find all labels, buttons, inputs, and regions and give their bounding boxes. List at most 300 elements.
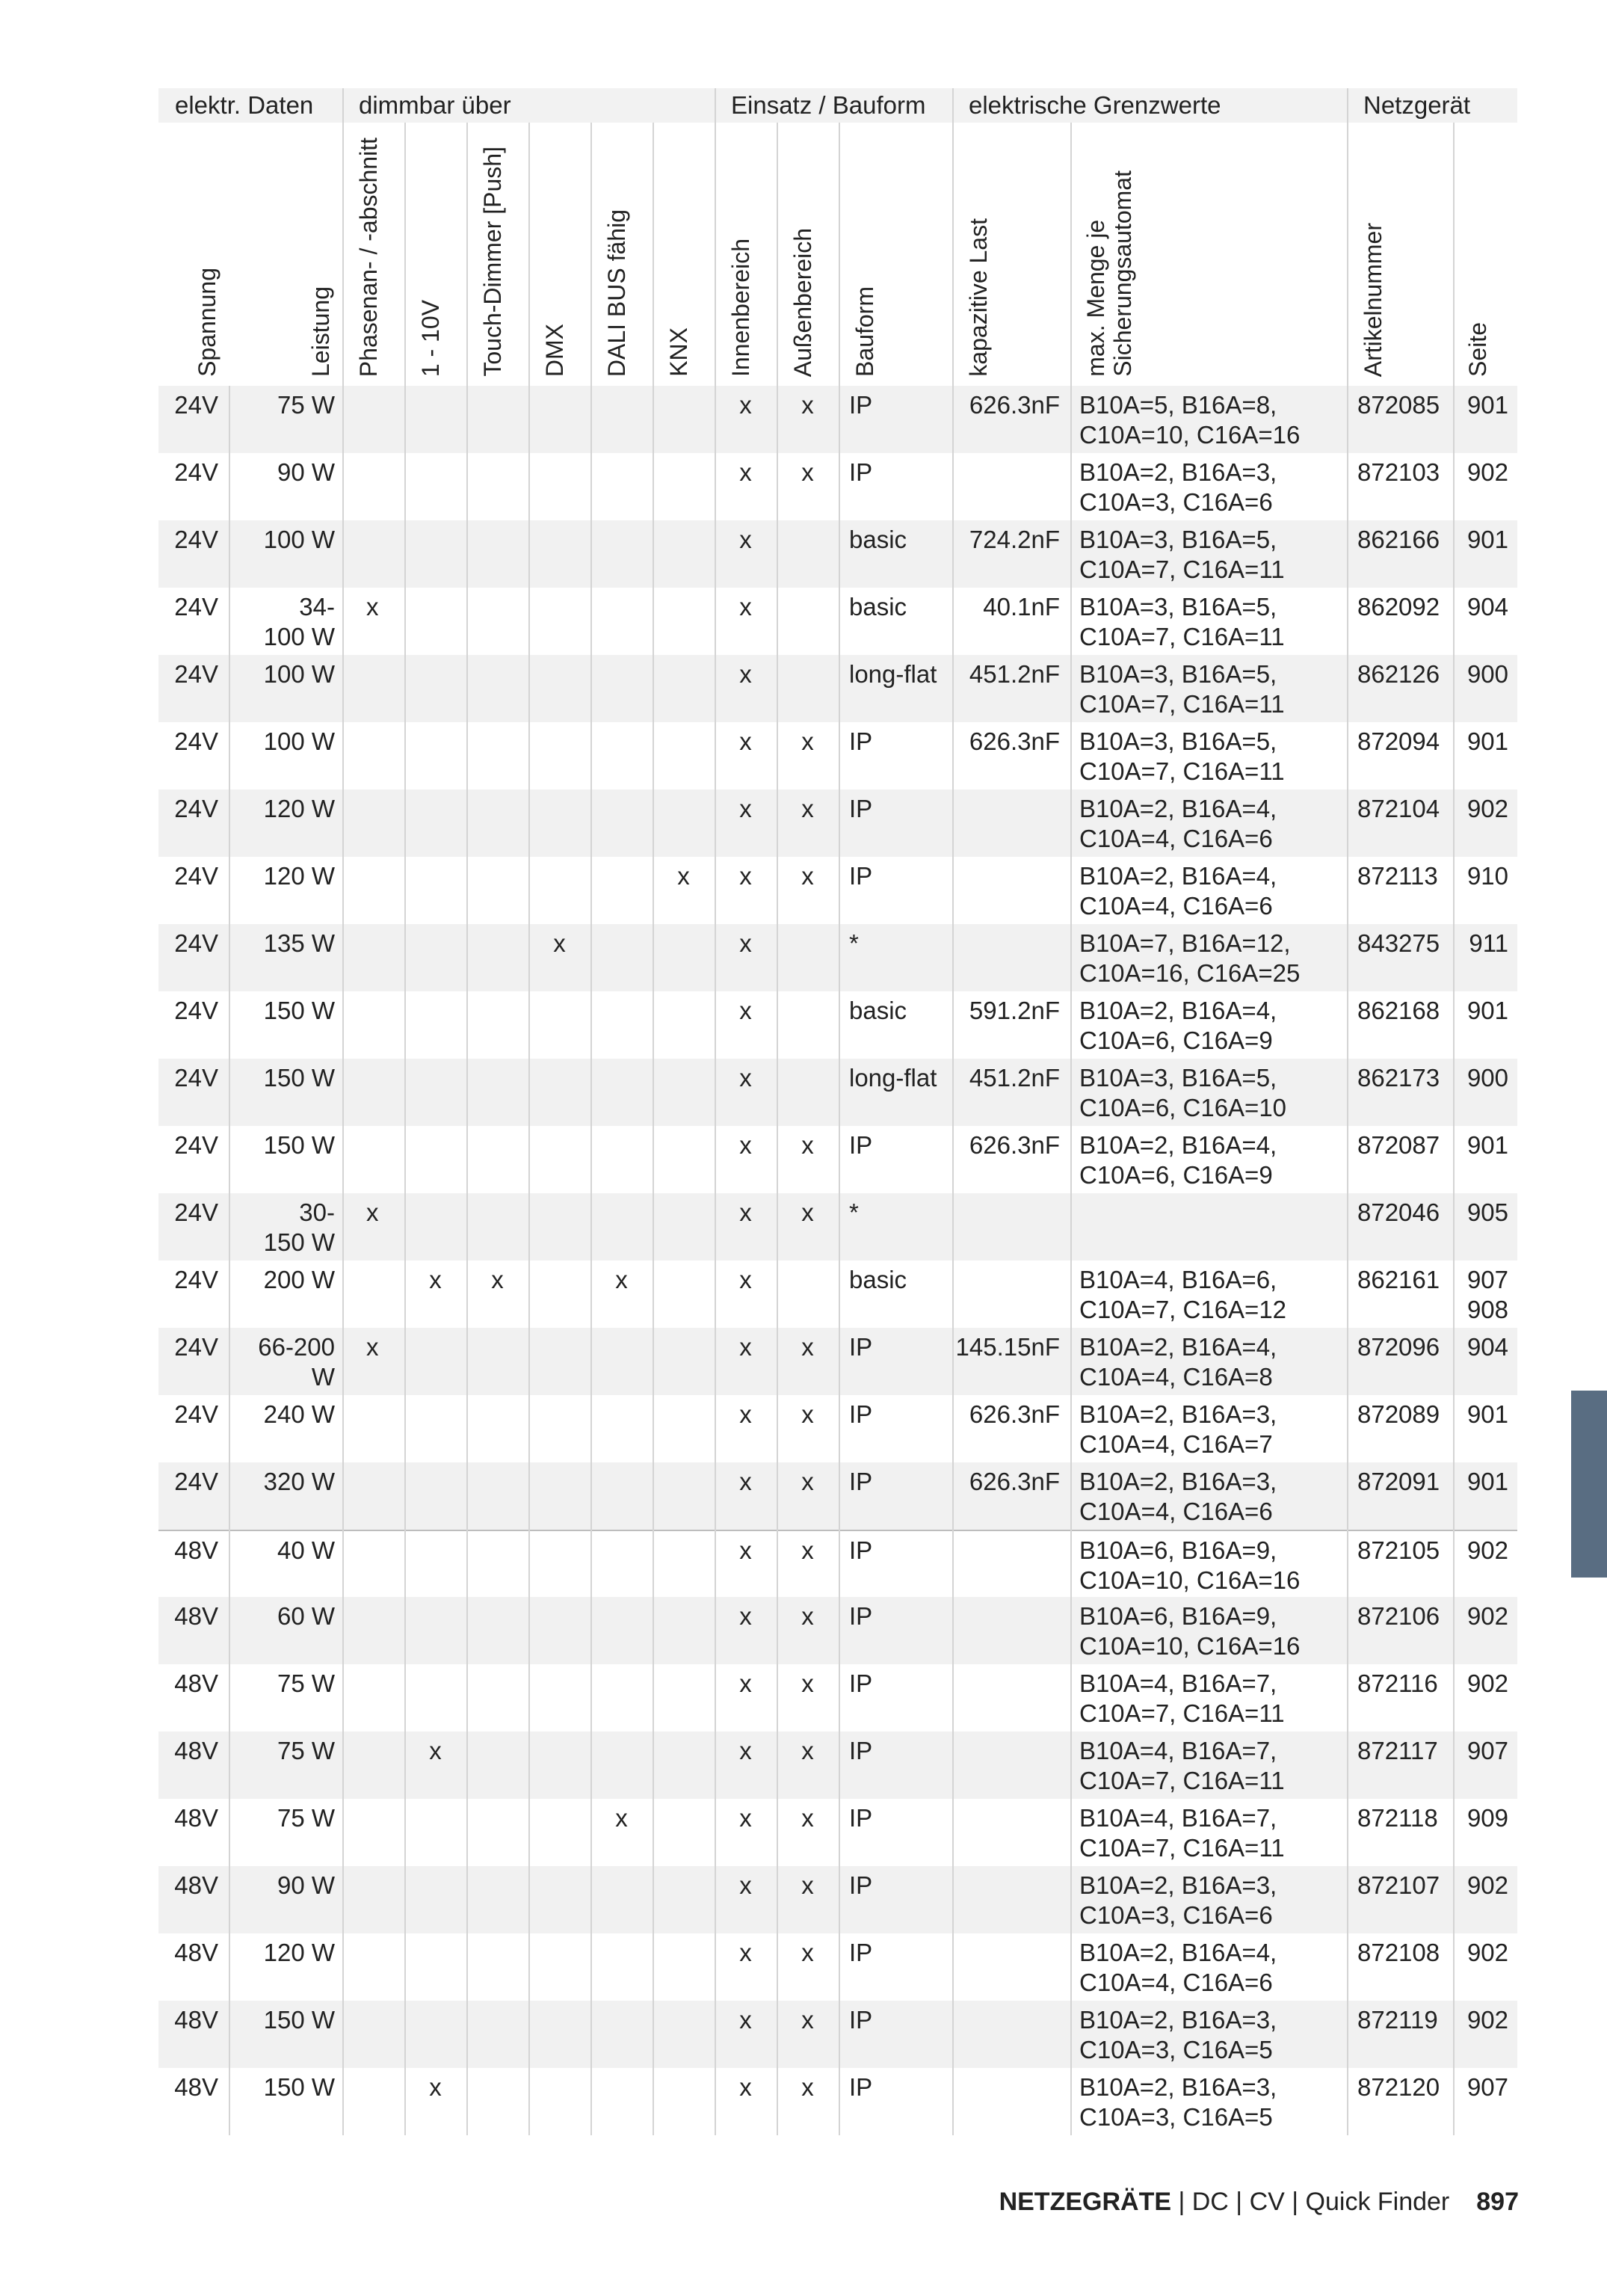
product-table [158,386,1517,2135]
table-cell [528,655,590,722]
table-cell [590,2001,653,2068]
table-cell: 24V [174,660,218,688]
table-cell [466,1597,528,1664]
column-divider [528,386,530,2135]
table-cell [466,1395,528,1462]
table-cell [404,991,466,1059]
table-cell: 872096 [1357,1333,1440,1361]
column-divider [342,386,344,2135]
table-cell [404,722,466,790]
table-cell [528,1193,590,1261]
table-cell: 902 [1466,1536,1508,1564]
table-cell: 48V [174,1939,218,1966]
table-cell [528,453,590,520]
table-cell [528,722,590,790]
table-cell [466,655,528,722]
table-cell: 66-200 W [258,1333,335,1391]
table-cell: B10A=3, B16A=5, C10A=7, C16A=11 [1079,660,1285,718]
table-cell: B10A=2, B16A=4, C10A=4, C16A=6 [1079,795,1277,852]
table-cell: 626.3nF [969,1400,1060,1428]
column-header-label: DMX [541,323,568,377]
table-cell: 901 [1466,997,1508,1024]
table-cell [590,1732,653,1799]
table-cell: 120 W [263,795,335,822]
table-cell [528,386,590,453]
header-divider [1070,123,1072,386]
table-cell: 100 W [263,727,335,755]
table-cell [466,1799,528,1866]
table-cell [653,1933,715,2001]
table-cell [528,1732,590,1799]
table-cell: 902 [1466,1669,1508,1697]
table-cell [528,1395,590,1462]
group-divider [952,88,954,123]
column-header-label: Phasenan- / -abschnitt [355,137,382,377]
table-row [158,991,1517,1059]
table-cell [466,991,528,1059]
column-header-label: Leistung [307,286,334,377]
table-cell [952,2001,1070,2068]
table-row [158,1462,1517,1530]
table-cell: x [801,1939,814,1966]
table-cell: 900 [1466,1064,1508,1092]
table-cell [528,1126,590,1193]
table-cell: x [739,1131,752,1159]
table-cell [590,790,653,857]
table-cell: 626.3nF [969,1468,1060,1495]
table-cell [342,1799,404,1866]
table-cell [404,1462,466,1530]
table-row [158,520,1517,588]
table-cell: 320 W [263,1468,335,1495]
table-cell: x [801,1333,814,1361]
table-row [158,2068,1517,2135]
table-cell: x [739,727,752,755]
column-header [158,123,1517,386]
table-cell [653,1328,715,1395]
table-cell: B10A=2, B16A=3, C10A=3, C16A=5 [1079,2073,1277,2131]
table-cell: x [739,1400,752,1428]
table-cell: 907 [1466,2073,1508,2101]
table-cell [342,1261,404,1328]
table-cell: 135 W [263,929,335,957]
table-cell: x [801,458,814,486]
table-cell [952,453,1070,520]
table-cell [653,924,715,991]
table-row [158,722,1517,790]
header-divider [1453,123,1455,386]
table-cell [342,790,404,857]
table-cell [528,790,590,857]
table-cell [952,1732,1070,1799]
table-cell: 911 [1469,929,1508,957]
table-cell [528,1799,590,1866]
table-cell [590,386,653,453]
table-cell [653,386,715,453]
table-cell: IP [849,1400,873,1428]
table-cell: 24V [174,1198,218,1226]
table-cell: 907 908 [1466,1266,1508,1323]
page-number: 897 [1476,2188,1519,2216]
table-cell [590,857,653,924]
table-cell: 24V [174,593,218,621]
table-cell: 24V [174,1333,218,1361]
table-cell: IP [849,1804,873,1832]
chapter-side-tab [1571,1391,1607,1578]
table-cell: 24V [174,1266,218,1293]
table-cell: basic [849,1266,907,1293]
table-cell [342,386,404,453]
table-cell: 24V [174,458,218,486]
table-cell: 90 W [277,458,335,486]
table-cell [653,991,715,1059]
table-cell: 150 W [263,1064,335,1092]
table-cell: x [739,458,752,486]
table-row [158,1395,1517,1462]
column-header-label: Außenbereich [789,227,816,377]
column-header-label: Innenbereich [727,238,754,377]
table-cell: IP [849,1131,873,1159]
table-cell [653,1732,715,1799]
group-label: Netzgerät [1363,91,1471,119]
table-cell [952,790,1070,857]
table-cell [952,924,1070,991]
table-cell: B10A=2, B16A=3, C10A=3, C16A=6 [1079,1871,1277,1929]
table-cell: 901 [1466,391,1508,419]
column-header-label: Touch-Dimmer [Push] [479,147,506,377]
header-divider [715,123,716,386]
table-cell [777,991,839,1059]
table-cell: IP [849,458,873,486]
table-cell [590,1664,653,1732]
table-cell [653,1193,715,1261]
table-cell [466,2001,528,2068]
table-cell [590,1126,653,1193]
table-cell: 862092 [1357,593,1440,621]
table-cell: x [739,1064,752,1092]
table-cell: 901 [1466,526,1508,553]
table-cell: 901 [1466,727,1508,755]
table-cell [466,1933,528,2001]
table-cell: x [801,1131,814,1159]
table-cell [342,991,404,1059]
table-cell: x [739,526,752,553]
table-cell [404,2001,466,2068]
table-cell [466,1193,528,1261]
table-cell [466,790,528,857]
table-cell: 90 W [277,1871,335,1899]
table-cell [777,655,839,722]
table-cell: 872085 [1357,391,1440,419]
table-cell: 48V [174,1536,218,1564]
column-divider [839,386,840,2135]
table-cell: B10A=6, B16A=9, C10A=10, C16A=16 [1079,1536,1301,1594]
table-cell: 75 W [277,1737,335,1764]
table-cell [404,1328,466,1395]
table-cell: B10A=2, B16A=4, C10A=4, C16A=6 [1079,862,1277,920]
table-cell [342,1664,404,1732]
table-cell: x [801,1737,814,1764]
table-cell [528,1531,590,1598]
table-cell: 48V [174,1804,218,1832]
table-cell: 100 W [263,526,335,553]
table-cell [342,1866,404,1933]
table-cell: x [801,1669,814,1697]
group-header-bar [158,88,1517,123]
table-cell: B10A=2, B16A=3, C10A=3, C16A=5 [1079,2006,1277,2063]
column-divider [653,386,654,2135]
table-cell [342,924,404,991]
table-cell: B10A=2, B16A=4, C10A=6, C16A=9 [1079,1131,1277,1189]
table-cell: IP [849,727,873,755]
table-cell: x [801,862,814,890]
table-cell: B10A=4, B16A=7, C10A=7, C16A=11 [1079,1804,1285,1862]
table-cell [404,790,466,857]
table-cell: x [739,1198,752,1226]
table-cell [466,1866,528,1933]
table-row [158,386,1517,453]
table-cell [342,1597,404,1664]
table-cell [590,520,653,588]
column-header-label: 1 - 10V [417,299,444,377]
table-cell [528,2068,590,2135]
table-cell [590,655,653,722]
table-cell: x [739,1669,752,1697]
header-divider [528,123,530,386]
table-cell [404,588,466,655]
table-cell [466,386,528,453]
table-cell: 901 [1466,1131,1508,1159]
table-cell [653,722,715,790]
table-cell [466,1126,528,1193]
table-cell [528,2001,590,2068]
table-cell [466,1328,528,1395]
table-cell [653,1866,715,1933]
table-cell [1070,1193,1347,1261]
header-divider [653,123,654,386]
table-cell: x [739,1468,752,1495]
table-cell [653,790,715,857]
table-cell [466,1462,528,1530]
header-divider [466,123,468,386]
table-cell: 120 W [263,862,335,890]
table-cell: 40 W [277,1536,335,1564]
table-cell [952,1664,1070,1732]
table-cell [952,2068,1070,2135]
table-cell: x [801,795,814,822]
table-cell: 872106 [1357,1602,1440,1630]
table-cell: B10A=5, B16A=8, C10A=10, C16A=16 [1079,391,1301,449]
table-cell: x [429,1737,442,1764]
table-cell [342,655,404,722]
table-cell [466,924,528,991]
table-cell: 24V [174,997,218,1024]
table-cell: 48V [174,2006,218,2034]
table-cell: 100 W [263,660,335,688]
column-divider [1070,386,1072,2135]
table-cell: 907 [1466,1737,1508,1764]
group-label: elektrische Grenzwerte [969,91,1221,119]
header-divider [342,123,344,386]
table-row [158,1530,1517,1597]
table-cell: x [615,1804,628,1832]
table-cell [777,588,839,655]
table-cell [590,924,653,991]
table-cell [528,857,590,924]
table-cell: x [553,929,566,957]
table-cell [342,1126,404,1193]
table-cell: 145.15nF [955,1333,1060,1361]
table-row [158,1732,1517,1799]
table-cell: B10A=3, B16A=5, C10A=6, C16A=10 [1079,1064,1287,1121]
table-cell: 591.2nF [969,997,1060,1024]
table-cell [528,588,590,655]
table-cell: 862173 [1357,1064,1440,1092]
table-cell: 862161 [1357,1266,1440,1293]
table-cell [342,1059,404,1126]
table-cell [466,1664,528,1732]
table-cell: 872120 [1357,2073,1440,2101]
table-row [158,2001,1517,2068]
table-cell: x [739,2073,752,2101]
table-cell: 34- 100 W [263,593,335,650]
table-cell: IP [849,1536,873,1564]
table-cell [653,588,715,655]
table-cell [404,1193,466,1261]
table-cell: 150 W [263,1131,335,1159]
column-divider [229,386,230,2135]
group-divider [342,88,344,123]
column-header-label: Bauform [851,286,878,377]
table-cell: x [801,1804,814,1832]
table-cell: 24V [174,526,218,553]
table-cell [653,1799,715,1866]
table-cell: 120 W [263,1939,335,1966]
table-cell: 150 W [263,2006,335,2034]
table-cell [404,1933,466,2001]
table-cell: x [801,2073,814,2101]
table-cell: x [615,1266,628,1293]
table-cell [466,2068,528,2135]
table-cell: x [366,1198,379,1226]
table-cell [404,1059,466,1126]
column-divider [1347,386,1348,2135]
table-row [158,1193,1517,1261]
table-cell: 24V [174,862,218,890]
table-cell [466,1059,528,1126]
header-divider [590,123,592,386]
table-cell [404,453,466,520]
table-cell [342,1732,404,1799]
table-cell [466,453,528,520]
table-cell: 872103 [1357,458,1440,486]
table-cell: x [739,1939,752,1966]
table-cell [528,1462,590,1530]
table-cell: 872113 [1357,862,1438,890]
table-cell: x [801,391,814,419]
table-cell [952,1261,1070,1328]
table-cell: IP [849,2006,873,2034]
table-cell: B10A=3, B16A=5, C10A=7, C16A=11 [1079,593,1285,650]
table-cell: x [801,1198,814,1226]
table-row [158,453,1517,520]
table-row [158,1597,1517,1664]
table-cell [952,1799,1070,1866]
table-cell [466,1531,528,1598]
table-cell: x [739,929,752,957]
table-cell [342,1531,404,1598]
column-divider [1453,386,1455,2135]
header-divider [777,123,778,386]
column-divider [590,386,592,2135]
table-cell [590,991,653,1059]
table-cell [952,1866,1070,1933]
table-cell: 48V [174,1871,218,1899]
table-cell: 724.2nF [969,526,1060,553]
table-cell [342,1462,404,1530]
table-cell [342,1395,404,1462]
table-cell: 48V [174,1669,218,1697]
table-cell: x [739,1266,752,1293]
table-cell: x [801,2006,814,2034]
table-cell [342,2001,404,2068]
table-cell: 872091 [1357,1468,1440,1495]
table-cell: B10A=2, B16A=3, C10A=3, C16A=6 [1079,458,1277,516]
table-row [158,1664,1517,1732]
table-cell [404,655,466,722]
table-cell [653,1261,715,1328]
table-cell: 451.2nF [969,1064,1060,1092]
table-cell [342,722,404,790]
table-cell: 872087 [1357,1131,1440,1159]
table-cell [466,1732,528,1799]
table-cell [777,924,839,991]
table-cell: * [849,1198,859,1226]
table-cell [404,1664,466,1732]
table-cell [466,722,528,790]
table-cell [653,1664,715,1732]
table-cell: long-flat [849,660,937,688]
table-cell: basic [849,526,907,553]
table-cell: 24V [174,391,218,419]
table-cell [404,857,466,924]
table-cell: 451.2nF [969,660,1060,688]
table-cell [404,386,466,453]
table-cell: 872089 [1357,1400,1440,1428]
table-cell: 872046 [1357,1198,1440,1226]
table-cell: x [739,997,752,1024]
table-cell: x [739,795,752,822]
table-cell: IP [849,391,873,419]
table-cell [590,1933,653,2001]
table-row [158,1933,1517,2001]
table-cell: x [429,2073,442,2101]
table-cell [952,857,1070,924]
table-cell: 872105 [1357,1536,1440,1564]
table-cell [653,1462,715,1530]
table-cell: x [801,1602,814,1630]
table-cell: 872094 [1357,727,1440,755]
table-cell: 872108 [1357,1939,1440,1966]
table-cell: 872116 [1357,1669,1438,1697]
table-cell: 24V [174,1468,218,1495]
table-cell: 24V [174,795,218,822]
table-row [158,655,1517,722]
table-cell [528,991,590,1059]
table-cell: 626.3nF [969,391,1060,419]
table-row [158,857,1517,924]
table-cell: 48V [174,1602,218,1630]
